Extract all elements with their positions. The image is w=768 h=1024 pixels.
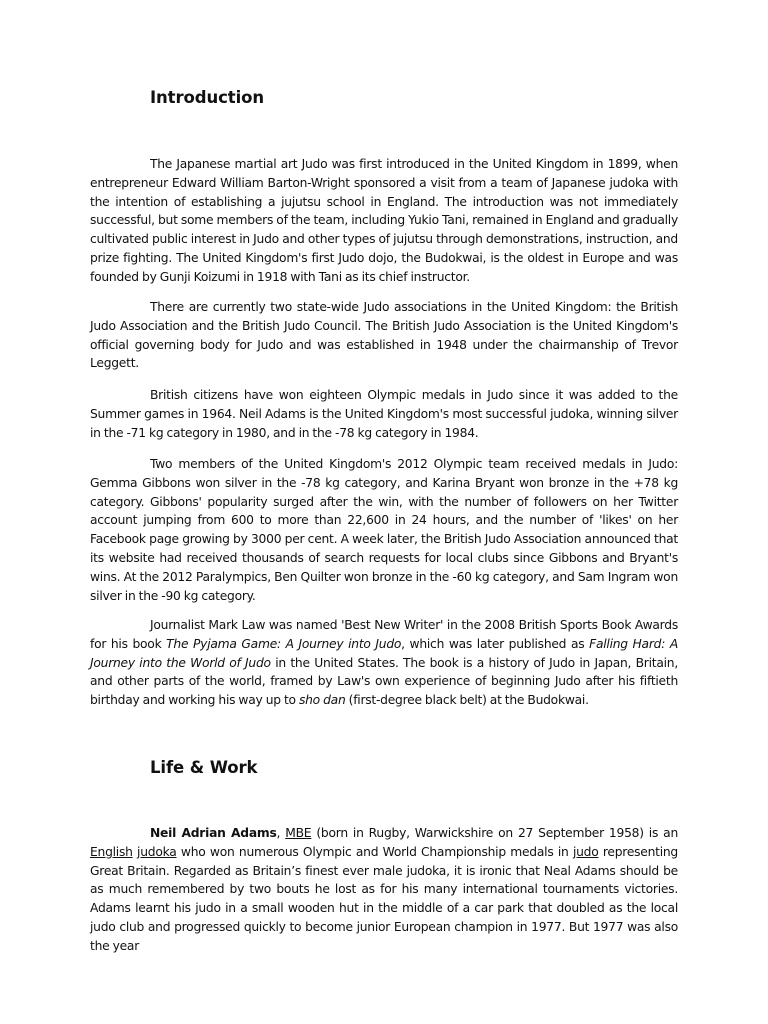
- rank-term: sho dan: [298, 693, 346, 708]
- text-run: (born in Rugby, Warwickshire on 27 September 1958) is an: [311, 826, 678, 840]
- intro-paragraph-2: There are currently two state-wide Judo associations in the United Kingdom: the British Judo Association and the British Judo Council. The British Judo Association is the United Kingdom's official governing body for Judo and was established in 1948 under the chairmanship of Trevor Leggett.: [90, 300, 678, 371]
- mbe-link[interactable]: MBE: [285, 826, 312, 840]
- life-work-heading: Life & Work: [150, 758, 258, 777]
- intro-paragraph-4: Two members of the United Kingdom's 2012 Olympic team received medals in Judo: Gemma Gibbons won silver in the -78 kg category, and Karina Bryant won bronze in the +78 kg category. Gibbons' popularity surged after the win, with the number of followers on her Twitter account jumping from 600 to more than 22,600 in 24 hours, and the number of 'likes' on her Facebook page growing by 3000 per cent. A week later, the British Judo Association announced that its website had received thousands of search requests for local clubs since Gibbons and Bryant's wins. At the 2012 Paralympics, Ben Quilter won bronze in the -60 kg category, and Sam Ingram won silver in the -90 kg category.: [90, 457, 678, 603]
- judoka-link[interactable]: judoka: [137, 844, 177, 859]
- english-link[interactable]: English: [90, 844, 133, 859]
- text-run: representing Great Britain. Regarded as Britain’s finest ever male judoka, it is ironic that Neal Adams should be as much remembered by two bouts he lost as for his many international tournaments victories. Adams learnt his judo in a small wooden hut in the middle of a car park that doubled as the local judo club and progressed quickly to become junior European champion in 1977. But 1977 was also the year: [90, 844, 678, 953]
- intro-paragraph-3: British citizens have won eighteen Olympic medals in Judo since it was added to the Summer games in 1964. Neil Adams is the United Kingdom's most successful judoka, winning silver in the -71 kg category in 1980, and in the -78 kg category in 1984.: [90, 388, 678, 440]
- book-title-pyjama-game: The Pyjama Game: A Journey into Judo: [166, 636, 402, 651]
- text-run: (first-degree black belt) at the Budokwai.: [345, 693, 589, 708]
- intro-paragraph-5: [90, 616, 678, 710]
- text-run: Journalist Mark Law was named 'Best New Writer' in the 2008 British Sports Book Awards for his book: [90, 618, 678, 651]
- text-run: ,: [276, 826, 286, 840]
- text-run: , which was later published as: [401, 636, 590, 651]
- life-paragraph-1: [90, 824, 678, 956]
- text-run: in the United States. The book is a history of Judo in Japan, Britain, and other parts of the world, framed by Law's own experience of beginning Judo after his fiftieth birthday and working his way up to: [90, 655, 678, 708]
- introduction-heading: Introduction: [150, 88, 265, 107]
- judo-link[interactable]: judo: [572, 844, 599, 859]
- intro-paragraph-1: The Japanese martial art Judo was first introduced in the United Kingdom in 1899, when entrepreneur Edward William Barton-Wright sponsored a visit from a team of Japanese judoka with the intention of establishing a jujutsu school in England. The introduction was not immediately successful, but some members of the team, including Yukio Tani, remained in England and gradually cultivated public interest in Judo and other types of jujutsu through demonstrations, instruction, and prize fighting. The United Kingdom's first Judo dojo, the Budokwai, is the oldest in Europe and was founded by Gunji Koizumi in 1918 with Tani as its chief instructor.: [90, 157, 678, 284]
- book-title-falling-hard: Falling Hard: A Journey into the World of Judo: [90, 636, 678, 670]
- text-run: who won numerous Olympic and World Championship medals in: [176, 844, 573, 859]
- subject-name: Neil Adrian Adams: [150, 826, 277, 840]
